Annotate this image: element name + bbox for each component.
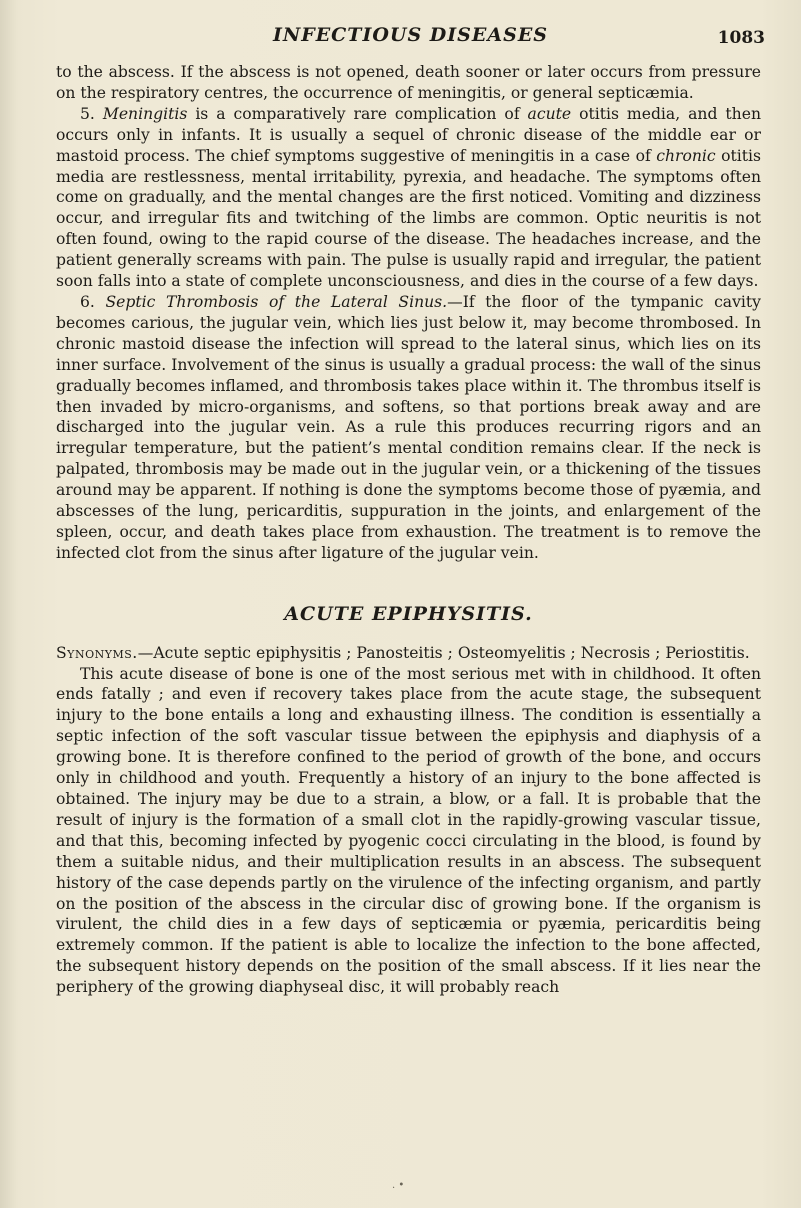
term-acute: acute [527,104,572,123]
running-title: INFECTIOUS DISEASES [272,24,549,46]
text-run: otitis media are restlessness, mental irritability, pyrexia, and headache. The symptoms often come on gradually, and the mental changes are the first noticed. Vomiting and dizziness occur, and irregular fits and twitching of the limbs are common. Optic neuritis is not often found, owing to the rapid course of the disease. The headaches increase, and the patient generally screams with pain. The pulse is usually rapid and irregular, the patient soon falls into a state of complete unconsciousness, and dies in the course of a few days. [56,146,762,291]
running-head [0,22,801,52]
term-meningitis: Meningitis [102,104,188,123]
paragraph-epiphysitis: This acute disease of bone is one of the most serious met with in childhood. It often ends fatally ; and even if recovery takes place from the acute stage, the subsequent injury to the bone entails a long and exhausting illness. The condition is essentially a septic infection of the soft vascular tissue between the epiphysis and diaphysis of a growing bone. It is therefore confined to the period of growth of the bone, and occurs only in childhood and youth. Frequently a history of an injury to the bone affected is obtained. The injury may be due to a strain, a blow, or a fall. It is probable that the result of injury is the formation of a small clot in the rapidly-growing vascular tissue, and that this, becoming infected by pyogenic cocci circulating in the blood, is found by them a suitable nidus, and their multiplication results in an abscess. The subsequent history of the case depends partly on the virulence of the infecting organism, and partly on the position of the abscess in the circular disc of growing bone. If the organism is virulent, the child dies in a few days of septicæmia or pyæmia, pericarditis being extremely common. If the patient is able to localize the infection to the bone affected, the subsequent history depends on the position of the small abscess. If it lies near the periphery of the growing diaphyseal disc, it will probably reach [56,664,761,997]
paragraph-meningitis [56,104,761,292]
synonyms-list: —Acute septic epiphysitis ; Panosteitis ; Osteomyelitis ; Necrosis ; Periostitis. [137,643,750,662]
paragraph-septic-thrombosis [56,292,761,564]
text-run: —If the floor of the tympanic cavity becomes carious, the jugular vein, which lies just below it, may become thrombosed. In chronic mastoid disease the infection will spread to the lateral sinus, which lies on its inner surface. Involvement of the sinus is usually a gradual process: the wall of the sinus gradually becomes inflamed, and thrombosis takes place within it. The thrombus itself is then invaded by micro-organisms, and softens, so that portions break away and are discharged into the jugular vein. As a rule this produces recurring rigors and an irregular temperature, but the patient’s mental condition remains clear. If the neck is palpated, thrombosis may be made out in the jugular vein, or a thickening of the tissues around may be apparent. If nothing is done the symptoms become those of pyæmia, and abscesses of the lung, pericarditis, suppuration in the joints, and enlargement of the spleen, occur, and death takes place from exhaustion. The treatment is to remove the infected clot from the sinus after ligature of the jugular vein. [56,292,761,562]
print-mark: . • [392,1180,405,1191]
term-septic-thrombosis: Septic Thrombosis of the Lateral Sinus. [105,292,448,311]
page-number: 1083 [717,28,765,48]
paragraph-abscess-continuation: to the abscess. If the abscess is not opened, death sooner or later occurs from pressure on the respiratory centres, the occurrence of meningitis, or general septicæmia. [56,63,761,102]
item-number: 6. [80,292,95,311]
text-run: otitis media, and then occurs only in infants. It is usually a sequel of chronic disease of the middle ear or mastoid process. The chief symptoms suggestive of meningitis in a case of [56,104,761,165]
synonyms-label: Synonyms. [56,643,138,662]
item-number: 5. [80,104,95,123]
text-run: is a comparatively rare complication of [187,104,528,123]
body-text [56,62,761,998]
paragraph-synonyms [56,643,761,664]
section-heading: ACUTE EPIPHYSITIS. [284,602,533,625]
term-chronic: chronic [656,146,716,165]
